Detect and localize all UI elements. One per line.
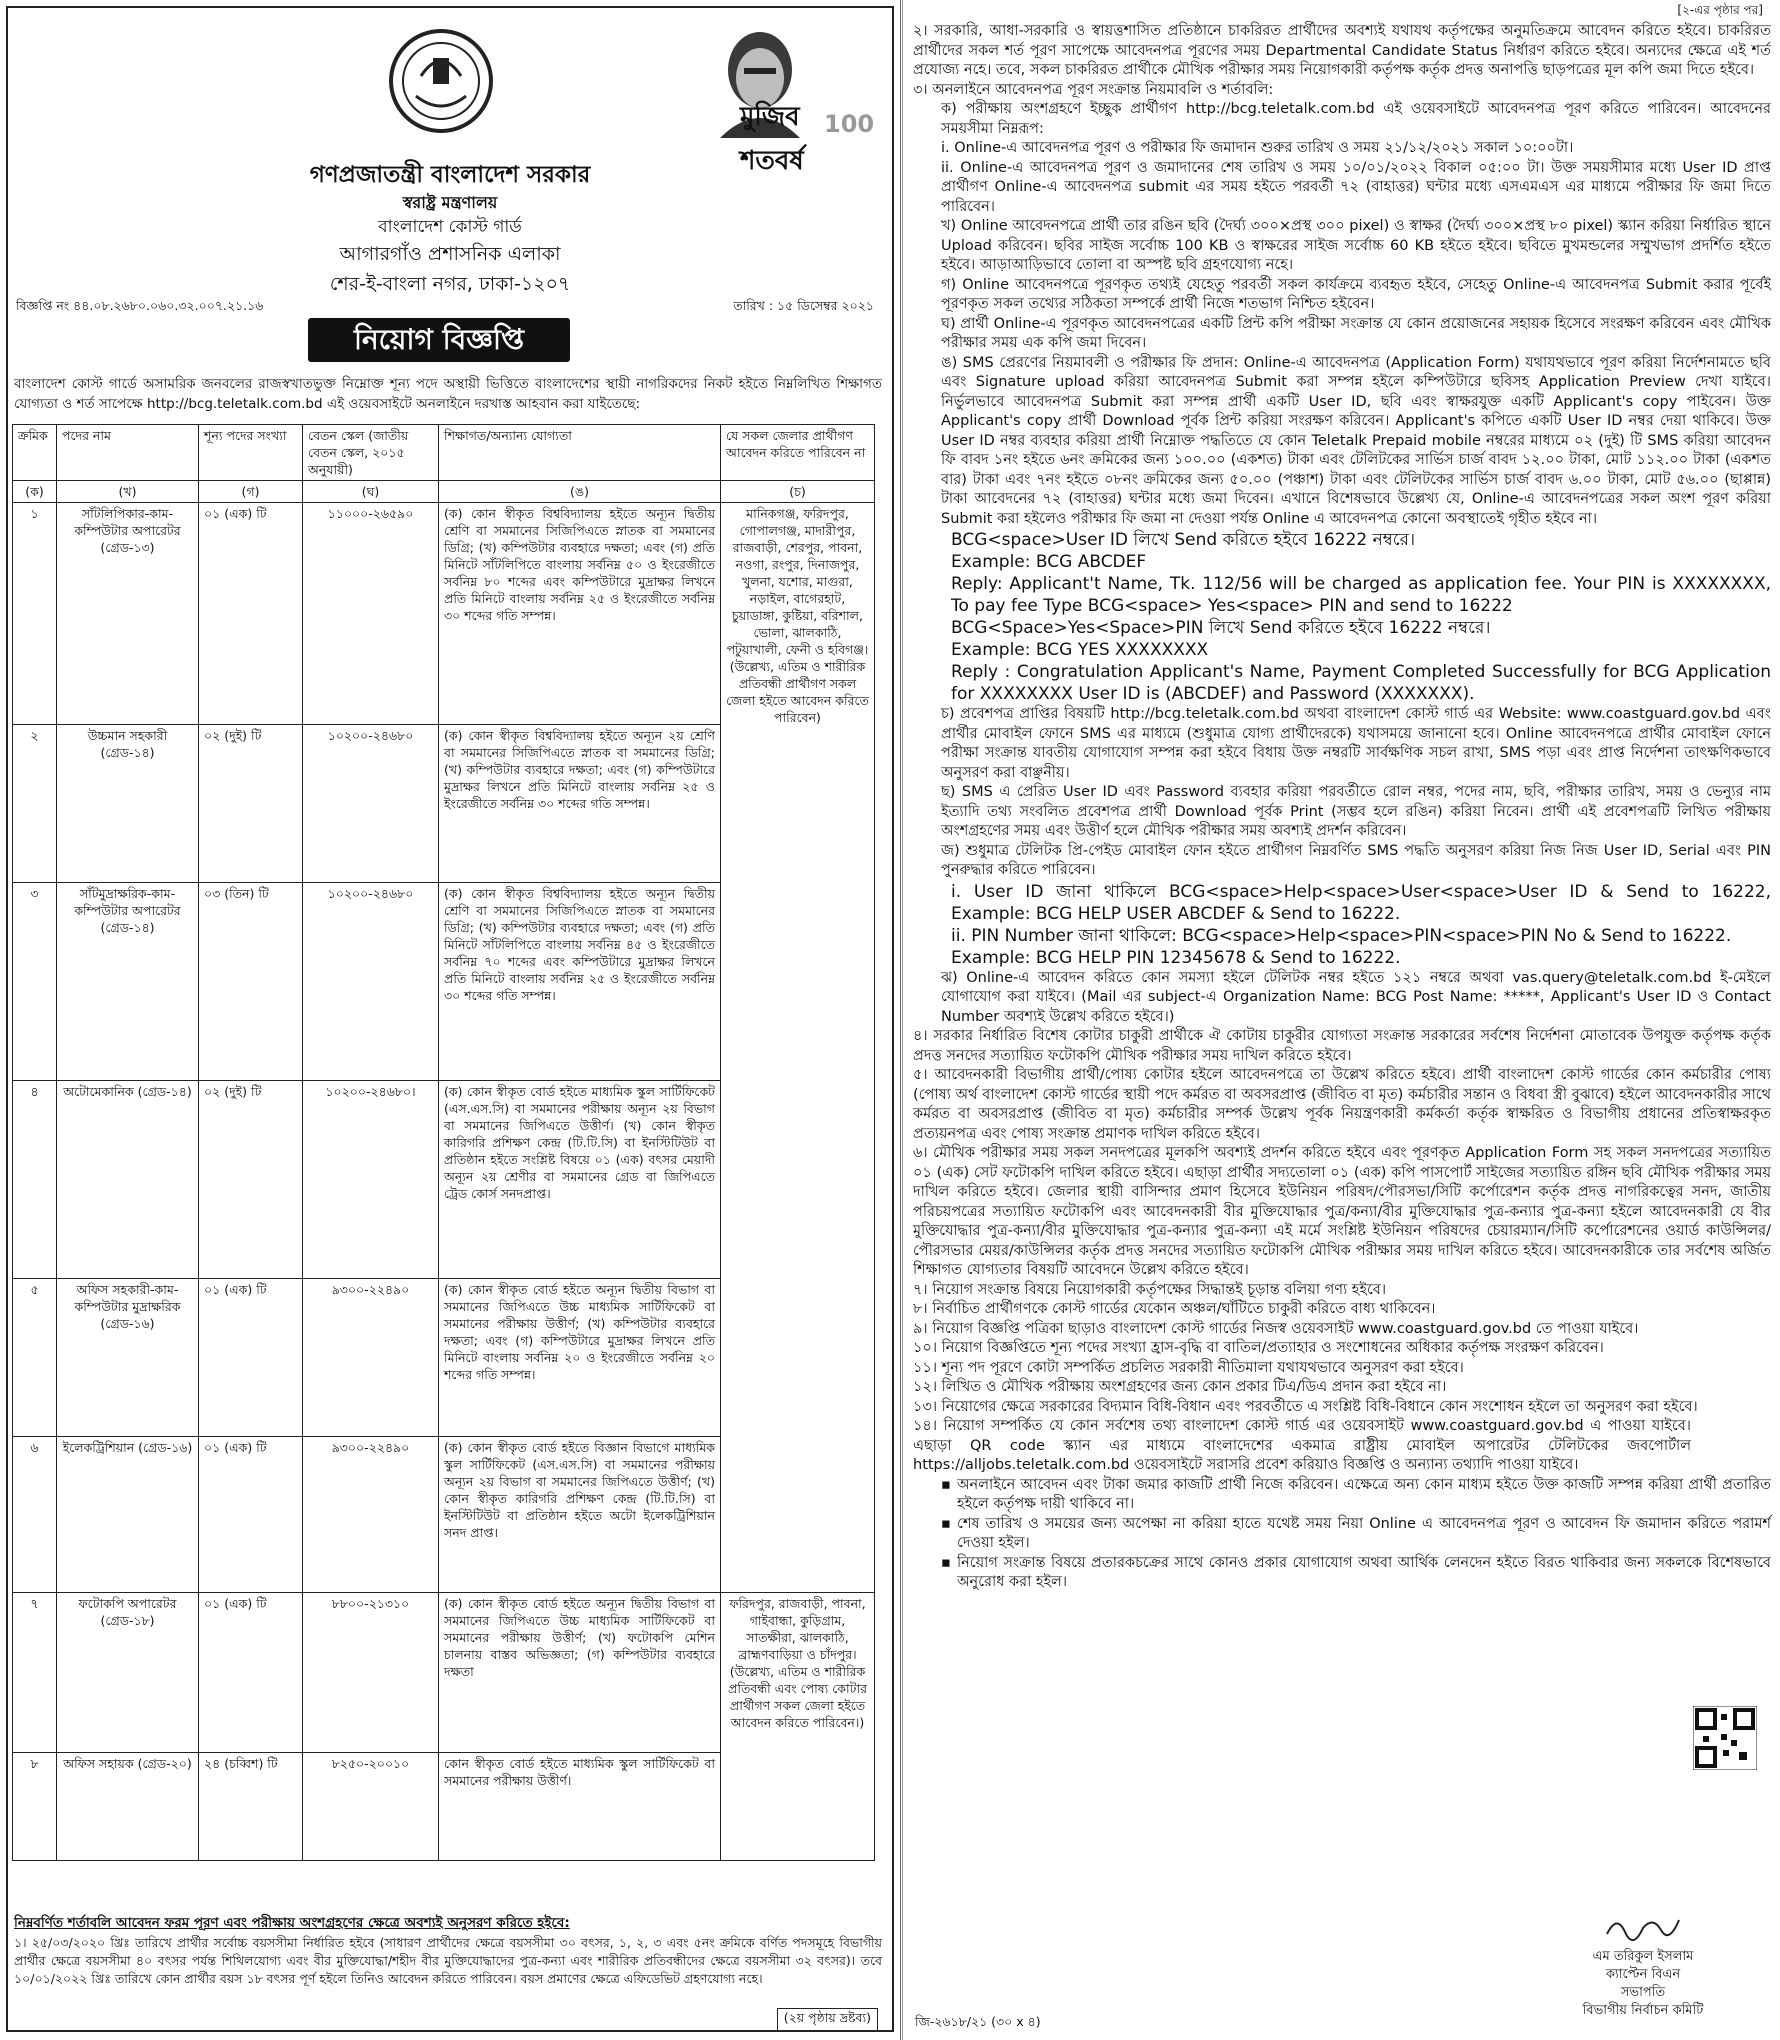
row-count: ২৪ (চব্বিশ) টি xyxy=(199,1753,303,1861)
clause-3-title: ৩। অনলাইনে আবেদনপত্র পূরণ সংক্রান্ত নিয়মাবলি ও শর্তাবলি: xyxy=(913,81,1274,98)
clause-10: ১০। নিয়োগ বিজ্ঞপ্তিতে শূন্য পদের সংখ্যা হ্রাস-বৃদ্ধি বা বাতিল/প্রত্যাহার ও সংশোধনের অধিকার কর্তৃপক্ষ সংরক্ষণ করিবেন। xyxy=(913,1340,1604,1356)
clause-3-ja-i: i. User ID জানা থাকিলে BCG<space>Help<space>User<space>User ID & Send to 16222, Example: BCG HELP USER ABCDEF & Send to 16222. xyxy=(951,881,1771,924)
col-header: শিক্ষাগত/অন্যান্য যোগ্যতা xyxy=(439,425,721,481)
row-serial: ৩ xyxy=(13,883,57,1081)
clause-3-ga: গ) Online আবেদনপত্রে পূরণকৃত তথ্যই যেহেতু পরবর্তী সকল কার্যক্রমে ব্যবহৃত হইবে, সেহেতু Online-এ আবেদনপত্র Submit করার পূর্বেই পূরণকৃত সকল তথ্যের সঠিকতা সম্পর্কে প্রার্থী নিজে শতভাগ নিশ্চিত হইবেন। xyxy=(941,276,1771,312)
signature-icon xyxy=(1603,1910,1683,1944)
government-title: গণপ্রজাতন্ত্রী বাংলাদেশ সরকার xyxy=(309,162,591,188)
ministry-name: স্বরাষ্ট্র মন্ত্রণালয় xyxy=(402,193,498,212)
note-bullet: ▪ নিয়োগ সংক্রান্ত বিষয়ে প্রতারকচক্রের সাথে কোনও প্রকার যোগাযোগ অথবা আর্থিক লেনদেন হইতে বিরত থাকিবার জন্য সকলকে বিশেষভাবে অনুরোধ করা হইল। xyxy=(913,1554,1771,1593)
signatory-role: সভাপতি xyxy=(1620,1985,1666,2000)
row-count: ০১ (এক) টি xyxy=(199,503,303,725)
sms-reply-1: Reply: Applicant't Name, Tk. 112/56 will be charged as application fee. Your PIN is XXXXXXXX, To pay fee Type BCG<space> Yes<space> PIN and send to 16222 xyxy=(951,574,1771,616)
row-scale: ৮৮০০-২১৩১০ xyxy=(303,1593,439,1753)
note-bullet: ▪ শেষ তারিখ ও সময়ের জন্য অপেক্ষা না করিয়া হাতে যথেষ্ট সময় নিয়া Online এ আবেদনপত্র পূরণ ও আবেদন ফি জমাদান করিতে পরামর্শ দেওয়া হইল। xyxy=(913,1515,1771,1554)
row-post: সাঁটলিপিকার-কাম-কম্পিউটার অপারেটর (গ্রেড-১৩) xyxy=(57,503,199,725)
intro-paragraph: বাংলাদেশ কোস্ট গার্ডে অসামরিক জনবলের রাজস্বখাতভুক্ত নিম্নোক্ত শূন্য পদে অস্থায়ী ভিত্তিতে বাংলাদেশের স্থায়ী নাগরিকদের নিকট হইতে নিম্নলিখিত শিক্ষাগত যোগ্যতা ও শর্ত সাপেক্ষে http://bcg.teletalk.com.bd এই ওয়েবসাইটে অনলাইনে দরখাস্ত আহবান করা যাইতেছে: xyxy=(14,376,882,412)
selection-committee: বিভাগীয় নির্বাচন কমিটি xyxy=(1582,2003,1704,2018)
row-qualification: (ক) কোন স্বীকৃত বোর্ড হইতে অন্যূন দ্বিতীয় বিভাগ বা সমমানের জিপিএতে উচ্চ মাধ্যমিক সার্টিফিকেট বা সমমানের পরীক্ষায় উত্তীর্ণ; (খ) কম্পিউটার ব্যবহারে দক্ষতা; এবং (গ) কম্পিউটারে মুদ্রাক্ষর লিখনে প্রতি মিনিটে বাংলায় সর্বনিম্ন ২০ ও ইংরেজীতে সর্বনিম্ন ২০ শব্দের গতি সম্পন্ন। xyxy=(439,1279,721,1437)
signature-block xyxy=(1523,1948,1763,2020)
sms-instruction-1: BCG<space>User ID লিখে Send করিতে হইবে 16222 নম্বরে। xyxy=(951,530,1416,550)
sms-reply-2: Reply : Congratulation Applicant's Name, Payment Completed Successfully for BCG Application for XXXXXXXX User ID is (ABCDEF) and Password (XXXXXXX). xyxy=(951,662,1771,704)
row-scale: ১০২০০-২৪৬৮০ xyxy=(303,883,439,1081)
sms-example-3: Example: BCG HELP PIN 12345678 & Send to 16222. xyxy=(951,947,1401,968)
government-emblem-icon xyxy=(386,26,496,136)
row-scale: ১১০০০-২৬৫৯০ xyxy=(303,503,439,725)
table-header-row xyxy=(13,425,875,481)
row-post: অফিস সহকারী-কাম-কম্পিউটার মুদ্রাক্ষরিক (গ্রেড-১৬) xyxy=(57,1279,199,1437)
clause-3-gha: ঘ) প্রার্থী Online-এ পূরণকৃত আবেদনপত্রের একটি প্রিন্ট কপি পরীক্ষা সংক্রান্ত যে কোন প্রয়োজনের সহায়ক হিসেবে সংরক্ষণ করিবেন এবং মৌখিক পরীক্ষার সময় এক কপি জমা দিবেন। xyxy=(941,315,1771,351)
clause-2: ২। সরকারি, আধা-সরকারি ও স্বায়ত্তশাসিত প্রতিষ্ঠানে চাকরিরত প্রার্থীদের অবশ্যই যথাযথ কর্তৃপক্ষের অনুমতিক্রমে আবেদন করিতে হইবে। চাকরিরত প্রার্থীদের সকল শর্ত পূরণ সাপেক্ষে আবেদনপত্র পূরণের সময় Departmental Candidate Status নির্ধারণ করিতে হইবে। অন্যদের ক্ষেত্রে এই শর্ত প্রযোজ্য নহে। তবে, সকল চাকরিরত প্রার্থীকে মৌখিক পরীক্ষার সময় নিয়োগকারী কর্তৃপক্ষ কর্তৃক প্রদত্ত অনাপত্তি ছাড়পত্রের মূল কপি জমা দিতে হইবে। xyxy=(913,23,1771,78)
table-code-row xyxy=(13,481,875,503)
page-turn-note: (২য় পৃষ্ঠায় দ্রষ্টব্য) xyxy=(777,2008,878,2032)
sms-instruction-2: BCG<Space>Yes<Space>PIN লিখে Send করিতে হইবে 16222 নম্বরে। xyxy=(951,618,1491,638)
col-header: শূন্য পদের সংখ্যা xyxy=(199,425,303,481)
continued-note: [২-এর পৃষ্ঠার পর] xyxy=(1677,3,1763,17)
mujib-number: 100 xyxy=(824,110,875,138)
row-scale: ৯৩০০-২২৪৯০ xyxy=(303,1279,439,1437)
col-code: (গ) xyxy=(199,481,303,503)
row-count: ০২ (দুই) টি xyxy=(199,1081,303,1279)
clause-3-ja: জ) শুধুমাত্র টেলিটক প্রি-পেইড মোবাইল ফোন হইতে প্রার্থীগণ নিম্নবর্ণিত SMS পদ্ধতি অনুসরণ করিয়া নিজ নিজ User ID, Serial এবং PIN পুনরুদ্ধার করিতে পারিবেন। xyxy=(941,842,1771,878)
signatory-rank: ক্যাপ্টেন বিএন xyxy=(1605,1967,1681,1982)
row-serial: ৭ xyxy=(13,1593,57,1753)
clause-3-kha: খ) Online আবেদনপত্রে প্রার্থী তার রঙিন ছবি (দৈর্ঘ্য ৩০০×প্রস্থ ৩০০ pixel) ও স্বাক্ষর (দৈর্ঘ্য ৩০০×প্রস্থ ৮০ pixel) স্ক্যান করিয়া নির্ধারিত স্থানে Upload করিবেন। ছবির সাইজ সর্বোচ্চ 100 KB ও স্বাক্ষরের সাইজ সর্বোচ্চ 60 KB হইতে হইবে। ছবিতে মুখমন্ডলের সম্মুখভাগ প্রদর্শিত হইতে হইবে। আড়াআড়িভাবে তোলা বা অস্পষ্ট ছবি গ্রহণযোগ্য নহে। xyxy=(941,218,1771,273)
table-row xyxy=(13,503,875,725)
row-post: অটোমেকানিক (গ্রেড-১৪) xyxy=(57,1081,199,1279)
col-header: পদের নাম xyxy=(57,425,199,481)
col-header: ক্রমিক xyxy=(13,425,57,481)
row-serial: ৮ xyxy=(13,1753,57,1861)
col-code: (খ) xyxy=(57,481,199,503)
notice-title: নিয়োগ বিজ্ঞপ্তি xyxy=(308,318,570,362)
excluded-districts-b: ফরিদপুর, রাজবাড়ী, পাবনা, গাইবান্ধা, কুড়িগ্রাম, সাতক্ষীরা, ঝালকাঠি, ব্রাহ্মণবাড়িয়া ও চাঁদপুর। (উল্লেখ্য, এতিম ও শারীরিক প্রতিবন্ধী এবং পোষ্য কোটার প্রার্থীগণ সকল জেলা হইতে আবেদন করিতে পারিবেন।) xyxy=(721,1593,875,1861)
row-qualification: (ক) কোন স্বীকৃত বোর্ড হইতে মাধ্যমিক স্কুল সার্টিফিকেট (এস.এস.সি) বা সমমানের পরীক্ষায় অন্যূন ২য় বিভাগ বা সমমানের জিপিএতে উত্তীর্ণ। (খ) কোন স্বীকৃত কারিগরি প্রশিক্ষণ কেন্দ্র (টি.টি.সি) বা ইনস্টিটিউট বা প্রতিষ্ঠান হইতে সংশ্লিষ্ট বিষয়ে ০১ (এক) বৎসর মেয়াদী অন্যূন ২য় শ্রেণীর বা সমমানের গ্রেড বা জিপিএতে ট্রেড কোর্স সনদপ্রাপ্ত। xyxy=(439,1081,721,1279)
clause-3-ja-ii: ii. PIN Number জানা থাকিলে: BCG<space>Help<space>PIN<space>PIN No & Send to 16222. xyxy=(951,925,1732,946)
row-qualification: (ক) কোন স্বীকৃত বিশ্ববিদ্যালয় হইতে অন্যূন দ্বিতীয় শ্রেণি বা সমমানের সিজিপিএতে স্নাতক বা সমমানের ডিগ্রি; (খ) কম্পিউটার ব্যবহারে দক্ষতা; এবং (গ) প্রতি মিনিটে সাঁটলিপিতে বাংলায় সর্বনিম্ন ৫০ ও ইংরেজীতে সর্বনিম্ন ৮০ শব্দের এবং কম্পিউটারে মুদ্রাক্ষর লিখনে প্রতি মিনিটে বাংলায় সর্বনিম্ন ২৫ ও ইংরেজীতে সর্বনিম্ন ৩০ শব্দের গতি সম্পন্ন। xyxy=(439,503,721,725)
clause-14: ১৪। নিয়োগ সম্পর্কিত যে কোন সর্বশেষ তথ্য বাংলাদেশ কোস্ট গার্ড এর ওয়েবসাইট www.coastguard.gov.bd এ পাওয়া যাইবে। এছাড়া QR code স্ক্যান এর মাধ্যমে বাংলাদেশের একমাত্র রাষ্ট্রীয় মোবাইল অপারেটর টেলিটকের জবপোর্টাল https://alljobs.teletalk.com.bd ওয়েবসাইটে সরাসরি প্রবেশ করিয়াও বিজ্ঞপ্তি ও অন্যান্য তথ্যাদি পাওয়া যাইবে। xyxy=(913,1418,1691,1473)
note-bullet: ▪ অনলাইনে আবেদন এবং টাকা জমার কাজটি প্রার্থী নিজে করিবেন। এক্ষেত্রে অন্য কোন মাধ্যম হইতে উক্ত কাজটি সম্পন্ন করিয়া প্রার্থী প্রতারিত হইলে কর্তৃপক্ষ দায়ী থাকিবে না। xyxy=(913,1476,1771,1515)
row-qualification: (ক) কোন স্বীকৃত বোর্ড হইতে অন্যূন দ্বিতীয় বিভাগ বা সমমানের জিপিএতে উচ্চ মাধ্যমিক সার্টিফিকেট বা সমমানের পরীক্ষায় উত্তীর্ণ; (খ) ফটোকপি মেশিন চালনায় বাস্তব অভিজ্ঞতা; (গ) কম্পিউটার ব্যবহারে দক্ষতা xyxy=(439,1593,721,1753)
footer-code: জি-২৬১৮/২১ (৩০ x ৪) xyxy=(915,2014,1041,2029)
row-scale: ৯৩০০-২২৪৯০ xyxy=(303,1437,439,1593)
row-scale: ৮২৫০-২০০১০ xyxy=(303,1753,439,1861)
col-code: (ঘ) xyxy=(303,481,439,503)
clause-3-cha: চ) প্রবেশপত্র প্রাপ্তির বিষয়টি http://bcg.teletalk.com.bd অথবা বাংলাদেশ কোস্ট গার্ড এর Website: www.coastguard.gov.bd এবং প্রার্থীর মোবাইল ফোনে SMS এর মাধ্যমে (শুধুমাত্র যোগ্য প্রার্থীদেরকে) যথাসময়ে জানানো হবে। Online আবেদনপত্রে প্রার্থীর মোবাইল ফোনে পরীক্ষা সংক্রান্ত যাবতীয় যোগাযোগ সম্পন্ন করা হইবে বিধায় উক্ত নম্বরটি সার্বক্ষণিক সচল রাখা, SMS পড়া এবং প্রাপ্ত নির্দেশনা তাৎক্ষণিকভাবে অনুসরণ করা বাঞ্ছনীয়। xyxy=(941,706,1771,781)
row-count: ০২ (দুই) টি xyxy=(199,725,303,883)
row-serial: ২ xyxy=(13,725,57,883)
mujib-text: মুজিব শতবর্ষ xyxy=(740,102,804,176)
clause-5: ৫। আবেদনকারী বিভাগীয় প্রার্থী/পোষ্য কোটার হইলে আবেদনপত্রে তা উল্লেখ করিতে হইবে। প্রার্থী বাংলাদেশ কোস্ট গার্ডের কোন কর্মচারীর পোষ্য (পোষ্য অর্থ বাংলাদেশ কোস্ট গার্ডের স্থায়ী পদে কর্মরত বা অবসরপ্রাপ্ত (জীবিত বা মৃত) কর্মচারীর সন্তান ও বিধবা স্ত্রী বুঝাবে) হইলে আবেদনকারীর সাথে কর্মরত বা অবসরপ্রাপ্ত (জীবিত বা মৃত) কর্মচারীর সম্পর্ক উল্লেখ পূর্বক নিয়ন্ত্রণকারী কর্মকর্তা কর্তৃক স্বাক্ষরিত ও বিভাগীয় প্রধানের প্রতিস্বাক্ষরকৃত প্রত্যয়নপত্র এবং পোষ্য সংক্রান্ত প্রমাণক দাখিল করিতে হইবে। xyxy=(913,1067,1771,1142)
right-page xyxy=(902,0,1780,2040)
clause-13: ১৩। নিয়োগের ক্ষেত্রে সরকারের বিদ্যমান বিধি-বিধান এবং পরবর্তীতে এ সংশ্লিষ্ট বিধি-বিধানে কোন সংশোধন হইলে তা অনুসরণ করা হইবে। xyxy=(913,1398,1698,1415)
clause-9: ৯। নিয়োগ বিজ্ঞপ্তি পত্রিকা ছাড়াও বাংলাদেশ কোস্ট গার্ডের নিজস্ব ওয়েবসাইট www.coastguard.gov.bd তে পাওয়া যাইবে। xyxy=(913,1320,1639,1337)
row-qualification: কোন স্বীকৃত বোর্ড হইতে মাধ্যমিক স্কুল সার্টিফিকেট বা সমমানের পরীক্ষায় উত্তীর্ণ। xyxy=(439,1753,721,1861)
clause-3-chha: ছ) SMS এ প্রেরিত User ID এবং Password ব্যবহার করিয়া পরবর্তীতে রোল নম্বর, পদের নাম, ছবি, পরীক্ষার তারিখ, সময় ও ভেন্যুর নাম ইত্যাদি তথ্য সংবলিত প্রবেশপত্র প্রার্থী Download পূর্বক Print (সম্ভব হলে রঙিন) করিয়া নিবেন। প্রার্থী এই প্রবেশপত্রটি লিখিত পরীক্ষায় অংশগ্রহণের সময় এবং উত্তীর্ণ হলে মৌখিক পরীক্ষার সময় অবশ্যই প্রদর্শন করিবেন। xyxy=(941,784,1771,839)
row-count: ০১ (এক) টি xyxy=(199,1593,303,1753)
clause-11: ১১। শূন্য পদ পূরণে কোটা সম্পর্কিত প্রচলিত সরকারী নীতিমালা যথাযথভাবে অনুসরণ করা হইবে। xyxy=(913,1359,1464,1376)
row-post: উচ্চমান সহকারী (গ্রেড-১৪) xyxy=(57,725,199,883)
row-serial: ১ xyxy=(13,503,57,725)
mujib-centenary-logo xyxy=(700,18,875,176)
memo-number: বিজ্ঞপ্তি নং ৪৪.০৮.২৬৮০.০৬০.৩২.০০৭.২১.১৬ xyxy=(16,298,264,313)
posts-table xyxy=(12,424,875,1861)
clause-3-ka: ক) পরীক্ষায় অংশগ্রহণে ইচ্ছুক প্রার্থীগণ http://bcg.teletalk.com.bd এই ওয়েবসাইটে আবেদনপত্র পূরণ করিতে পারিবেন। আবেদনের সময়সীমা নিম্নরূপ: xyxy=(941,101,1771,137)
notice-date: তারিখ : ১৫ ডিসেম্বর ২০২১ xyxy=(733,298,874,313)
row-post: সাঁটমুদ্রাক্ষরিক-কাম-কম্পিউটার অপারেটর (গ্রেড-১৪) xyxy=(57,883,199,1081)
clause-3-umo: ঙ) SMS প্রেরণের নিয়মাবলী ও পরীক্ষার ফি প্রদান: Online-এ আবেদনপত্র (Application Form) যথাযথভাবে পূরণ করিয়া নির্দেশনামতে ছবি এবং Signature upload করিয়া আবেদনপত্র Submit করা সম্পন্ন হইলে কম্পিউটারে ছবিসহ Application Preview দেখা যাইবে। নির্ভুলভাবে আবেদনপত্র Submit করা সম্পন্ন প্রার্থী একটি User ID, ছবি এবং স্বাক্ষরযুক্ত একটি Applicant's copy পাইবেন। উক্ত Applicant's copy প্রার্থী Download পূর্বক প্রিন্ট করিয়া সংরক্ষণ করিবেন। Applicant's কপিতে একটি User ID নম্বর দেয়া থাকিবে। উক্ত User ID নম্বর ব্যবহার করিয়া প্রার্থী নিম্নোক্ত পদ্ধতিতে যে কোন Teletalk Prepaid mobile নম্বরের মাধ্যমে ০২ (দুই) টি SMS করিয়া আবেদন ফি বাবদ ১নং হইতে ৬নং ক্রমিকের জন্য ১০০.০০ (একশত) টাকা এবং টেলিটকের সার্ভিস চার্জ বাবদ ১২.০০ টাকা, মোট ১১২.০০ টাকা (একশত বার) টাকা এবং ৭নং হইতে ০৮নং ক্রমিকের জন্য ৫০.০০ (পঞ্চাশ) টাকা এবং টেলিটকের সার্ভিস চার্জ বাবদ ৬.০০ টাকা, মোট ৫৬.০০ (ছাপ্পান্ন) টাকা আবেদনের ৭২ (বাহাত্তর) ঘন্টার মধ্যে জমা দিবেন। এখানে বিশেষভাবে উল্লেখ্য যে, Online-এ আবেদনপত্রের সকল অংশ পূরণ করিয়া Submit করা হইলেও পরীক্ষার ফি জমা না দেওয়া পর্যন্ত Online এ আবেদনপত্র কোনো অবস্থাতেই গৃহীত হইবে না। xyxy=(941,354,1771,527)
clause-6: ৬। মৌখিক পরীক্ষার সময় সকল সনদপত্রের মূলকপি অবশ্যই প্রদর্শন করিতে হইবে এবং পূরণকৃত Application Form সহ সকল সনদপত্রের সত্যায়িত ০১ (এক) সেট ফটোকপি দাখিল করিতে হইবে। এছাড়া প্রার্থীর সদ্যতোলা ০১ (এক) কপি পাসপোর্ট সাইজের সত্যায়িত রঙ্গিন ছবি মৌখিক পরীক্ষার সময় দাখিল করিতে হইবে। জেলার স্থায়ী বাসিন্দার প্রমাণ হিসেবে ইউনিয়ন পরিষদ/পৌরসভা/সিটি কর্পোরেশন কর্তৃক প্রদত্ত নাগরিকত্বের সনদ, জাতীয় পরিচয়পত্রের সত্যায়িত ফটোকপি এবং আবেদনকারী বীর মুক্তিযোদ্ধার পুত্র/কন্যা/বীর মুক্তিযোদ্ধার পুত্র-কন্যার পুত্র-কন্যা হইলে আবেদনকারী যে বীর মুক্তিযোদ্ধার পুত্র-কন্যা/বীর মুক্তিযোদ্ধার পুত্র-কন্যার পুত্র-কন্যা এই মর্মে সংশ্লিষ্ট ইউনিয়ন পরিষদের চেয়ারম্যান/সিটি কর্পোরেশনের ওয়ার্ড কাউন্সিলর/পৌরসভার মেয়র/কাউন্সিলর কর্তৃক প্রদত্ত সনদের সত্যায়িত ফটোকপি মৌখিক পরীক্ষার সময় দাখিল করিতে হইবে। আবেদনকারীকে তার সর্বশেষ অর্জিত শিক্ষাগত যোগ্যতার বিষয়টি আবেদনে উল্লেখ করিতে হইবে। xyxy=(913,1145,1771,1278)
row-count: ০১ (এক) টি xyxy=(199,1279,303,1437)
row-count: ০৩ (তিন) টি xyxy=(199,883,303,1081)
row-post: অফিস সহায়ক (গ্রেড-২০) xyxy=(57,1753,199,1861)
sms-example-1: Example: BCG ABCDEF xyxy=(951,552,1147,572)
col-code: (ঙ) xyxy=(439,481,721,503)
clause-7: ৭। নিয়োগ সংক্রান্ত বিষয়ে নিয়োগকারী কর্তৃপক্ষের সিদ্ধান্তই চূড়ান্ত বলিয়া গণ্য হইবে। xyxy=(913,1281,1387,1298)
clause-12: ১২। লিখিত ও মৌখিক পরীক্ষায় অংশগ্রহণের জন্য কোন প্রকার টিএ/ডিএ প্রদান করা হইবে না। xyxy=(913,1379,1447,1395)
clause-3-ka-i: i. Online-এ আবেদনপত্র পূরণ ও পরীক্ষার ফি জমাদান শুরুর তারিখ ও সময় ২১/১২/২০২১ সকাল ১০:০০টা। xyxy=(941,140,1574,156)
row-scale: ১০২০০-২৪৬৮০ xyxy=(303,725,439,883)
row-count: ০১ (এক) টি xyxy=(199,1437,303,1593)
conditions-heading: নিম্নবর্ণিত শর্তাবলি আবেদন ফরম পূরণ এবং পরীক্ষায় অংশগ্রহণের ক্ষেত্রে অবশ্যই অনুসরণ করিতে হইবে: xyxy=(14,1915,570,1931)
qr-code-icon xyxy=(1693,1706,1757,1770)
clause-3-ka-ii: ii. Online-এ আবেদনপত্র পূরণ ও জমাদানের শেষ তারিখ ও সময় ১০/০১/২০২২ বিকাল ০৫:০০ টা। উক্ত সময়সীমার মধ্যে User ID প্রাপ্ত প্রার্থীগণ Online-এ আবেদনপত্র submit এর সময় হইতে পরবর্তী ৭২ (বাহাত্তর) ঘন্টার মধ্যে এসএমএস এর মাধ্যমে পরীক্ষার ফি জমা দিতে পারিবেন। xyxy=(941,159,1771,215)
excluded-districts-a: মানিকগঞ্জ, ফরিদপুর, গোপালগঞ্জ, মাদারীপুর, রাজবাড়ী, শেরপুর, পাবনা, নওগা, রংপুর, দিনাজপুর, খুলনা, যশোর, মাগুরা, নড়াইল, বাগেরহাট, চুয়াডাঙ্গা, কুষ্টিয়া, বরিশাল, ভোলা, ঝালকাঠি, পটুয়াখালী, ফেনী ও হবিগঞ্জ। (উল্লেখ্য, এতিম ও শারীরিক প্রতিবন্ধী প্রার্থীগণ সকল জেলা হইতে আবেদন করিতে পারিবেন) xyxy=(721,503,875,1593)
row-serial: ৬ xyxy=(13,1437,57,1593)
col-header: যে সকল জেলার প্রার্থীগণ আবেদন করিতে পারিবেন না xyxy=(721,425,875,481)
row-serial: ৫ xyxy=(13,1279,57,1437)
col-code: (চ) xyxy=(721,481,875,503)
sms-example-2: Example: BCG YES XXXXXXXX xyxy=(951,640,1209,660)
col-header: বেতন স্কেল (জাতীয় বেতন স্কেল, ২০১৫ অনুযায়ী) xyxy=(303,425,439,481)
table-row xyxy=(13,1593,875,1753)
row-qualification: (ক) কোন স্বীকৃত বোর্ড হইতে বিজ্ঞান বিভাগে মাধ্যমিক স্কুল সার্টিফিকেট (এস.এস.সি) বা সমমানের পরীক্ষায় অন্যূন ২য় বিভাগ বা সমমানের জিপিএতে উত্তীর্ণ; (খ) কোন স্বীকৃত কারিগরি প্রশিক্ষণ কেন্দ্র (টি.টি.সি) বা ইনস্টিটিউট বা প্রতিষ্ঠান হইতে অটো ইলেকট্রিশিয়ান সনদ প্রাপ্ত। xyxy=(439,1437,721,1593)
signatory-name: এম তরিকুল ইসলাম xyxy=(1592,1949,1694,1964)
condition-1: ১। ২৫/০৩/২০২০ খ্রিঃ তারিখে প্রার্থীর সর্বোচ্চ বয়সসীমা নির্ধারিত হইবে (সাধারণ প্রার্থীদের ক্ষেত্রে বয়সসীমা ৩০ বৎসর, ১, ২, ৩ এবং ৫নং ক্রমিকে বর্ণিত পদসমূহে বিভাগীয় প্রার্থীর ক্ষেত্রে বয়সসীমা ৪০ বৎসর পর্যন্ত শিথিলযোগ্য এবং বীর মুক্তিযোদ্ধা/শহীদ বীর মুক্তিযোদ্ধাদের পুত্র-কন্যা এবং শারীরিক প্রতিবন্ধীদের ক্ষেত্রে বয়সসীমা ৩২ বৎসর)। তবে ১০/০১/২০২২ খ্রিঃ তারিখে কোন প্রার্থীর বয়স ১৮ বৎসর পূর্ণ হইলে তিনিও আবেদন করিতে পারিবেন। বয়স প্রমাণের ক্ষেত্রে এফিডেভিট গ্রহণযোগ্য নহে। xyxy=(14,1935,882,1986)
clause-8: ৮। নির্বাচিত প্রার্থীগণকে কোস্ট গার্ডের যেকোন অঞ্চল/ঘাঁটিতে চাকুরী করিতে বাধ্য থাকিবেন। xyxy=(913,1301,1436,1317)
clause-4: ৪। সরকার নির্ধারিত বিশেষ কোটার চাকুরী প্রার্থীকে ঐ কোটায় চাকুরীর যোগ্যতা সংক্রান্ত সরকারের সর্বশেষ নির্দেশনা মোতাবেক উপযুক্ত কর্তৃপক্ষ কর্তৃক প্রদত্ত সনদের সত্যায়িত ফটোকপি মৌখিক পরীক্ষার সময় দাখিল করিতে হইবে। xyxy=(913,1028,1771,1064)
department-name: বাংলাদেশ কোস্ট গার্ড xyxy=(378,217,522,237)
row-qualification: (ক) কোন স্বীকৃত বিশ্ববিদ্যালয় হইতে অন্যূন ২য় শ্রেণি বা সমমানের সিজিপিএতে স্নাতক বা সমমানের ডিগ্রি; (খ) কম্পিউটার ব্যবহারে দক্ষতা; এবং (গ) কম্পিউটারে মুদ্রাক্ষর লিখনে প্রতি মিনিটে বাংলায় সর্বনিম্ন ২৫ ও ইংরেজীতে সর্বনিম্ন ৩০ শব্দের গতি সম্পন্ন। xyxy=(439,725,721,883)
row-qualification: (ক) কোন স্বীকৃত বিশ্ববিদ্যালয় হইতে অন্যূন দ্বিতীয় শ্রেণি বা সমমানের সিজিপিএতে স্নাতক বা সমমানের ডিগ্রি; (খ) কম্পিউটার ব্যবহারে দক্ষতা; এবং (গ) প্রতি মিনিটে সাঁটলিপিতে বাংলায় সর্বনিম্ন ৪৫ ও ইংরেজীতে সর্বনিম্ন ৭০ শব্দের এবং কম্পিউটারে মুদ্রাক্ষর লিখনে প্রতি মিনিটে বাংলায় সর্বনিম্ন ২৫ ও ইংরেজীতে সর্বনিম্ন ৩০ শব্দের গতি সম্পন্ন। xyxy=(439,883,721,1081)
clause-3-jha: ঝ) Online-এ আবেদন করিতে কোন সমস্যা হইলে টেলিটক নম্বর হইতে ১২১ নম্বরে অথবা vas.query@teletalk.com.bd ই-মেইলে যোগাযোগ করা যাইবে। (Mail এর subject-এ Organization Name: BCG Post Name: *****, Applicant's User ID ও Contact Number অবশ্যই উল্লেখ করিতে হইবে।) xyxy=(941,969,1771,1025)
office-address: শের-ই-বাংলা নগর, ঢাকা-১২০৭ xyxy=(329,273,571,295)
office-area: আগারগাঁও প্রশাসনিক এলাকা xyxy=(339,243,561,265)
row-post: ফটোকপি অপারেটর (গ্রেড-১৮) xyxy=(57,1593,199,1753)
row-scale: ১০২০০-২৪৬৮০। xyxy=(303,1081,439,1279)
col-code: (ক) xyxy=(13,481,57,503)
row-serial: ৪ xyxy=(13,1081,57,1279)
row-post: ইলেকট্রিশিয়ান (গ্রেড-১৬) xyxy=(57,1437,199,1593)
instructions-body xyxy=(913,22,1771,1593)
